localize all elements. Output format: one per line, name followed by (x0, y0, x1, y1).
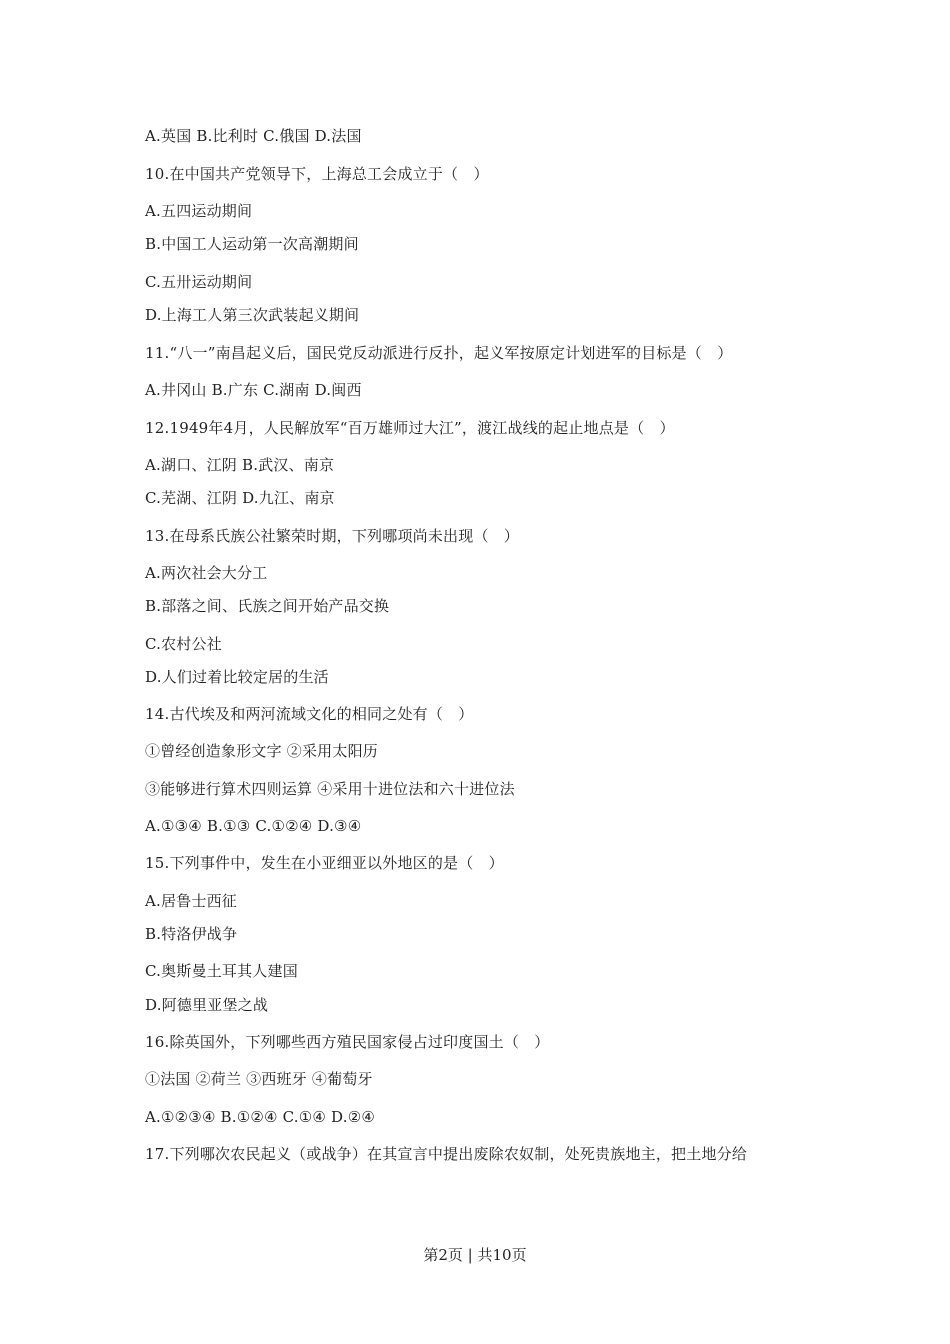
question-12: 12.1949年4月，人民解放军“百万雄师过大江”，渡江战线的起止地点是（ ） (145, 419, 675, 437)
question-11: 11.“八一”南昌起义后，国民党反动派进行反扑，起义军按原定计划进军的目标是（ ） (145, 344, 733, 362)
option-line: A.两次社会大分工 (145, 564, 268, 582)
question-13: 13.在母系氏族公社繁荣时期，下列哪项尚未出现（ ） (145, 527, 520, 545)
option-line: A.井冈山 B.广东 C.湖南 D.闽西 (145, 381, 362, 399)
statement-line: ③能够进行算术四则运算 ④采用十进位法和六十进位法 (145, 780, 515, 798)
option-line: A.五四运动期间 (145, 202, 253, 220)
option-line: B.特洛伊战争 (145, 925, 238, 943)
question-14: 14.古代埃及和两河流域文化的相同之处有（ ） (145, 705, 474, 723)
option-line: A.湖口、江阴 B.武汉、南京 (145, 456, 335, 474)
question-17: 17.下列哪次农民起义（或战争）在其宣言中提出废除农奴制，处死贵族地主，把土地分给 (145, 1145, 748, 1163)
option-line: A.①②③④ B.①②④ C.①④ D.②④ (145, 1108, 375, 1126)
option-line: B.部落之间、氏族之间开始产品交换 (145, 597, 390, 615)
question-16: 16.除英国外，下列哪些西方殖民国家侵占过印度国土（ ） (145, 1033, 550, 1051)
option-line: C.芜湖、江阴 D.九江、南京 (145, 489, 335, 507)
option-line: B.中国工人运动第一次高潮期间 (145, 235, 359, 253)
option-line: C.农村公社 (145, 635, 222, 653)
option-line: D.阿德里亚堡之战 (145, 996, 269, 1014)
question-15: 15.下列事件中，发生在小亚细亚以外地区的是（ ） (145, 854, 504, 872)
text-line: A.英国 B.比利时 C.俄国 D.法国 (145, 127, 362, 145)
option-line: C.奥斯曼土耳其人建国 (145, 962, 298, 980)
page-footer: 第2页 | 共10页 (423, 1246, 527, 1264)
question-10: 10.在中国共产党领导下，上海总工会成立于（ ） (145, 165, 489, 183)
option-line: C.五卅运动期间 (145, 273, 253, 291)
option-line: D.人们过着比较定居的生活 (145, 668, 329, 686)
statement-line: ①曾经创造象形文字 ②采用太阳历 (145, 742, 378, 760)
option-line: A.居鲁士西征 (145, 892, 238, 910)
statement-line: ①法国 ②荷兰 ③西班牙 ④葡萄牙 (145, 1070, 373, 1088)
option-line: D.上海工人第三次武装起义期间 (145, 306, 360, 324)
option-line: A.①③④ B.①③ C.①②④ D.③④ (145, 817, 362, 835)
